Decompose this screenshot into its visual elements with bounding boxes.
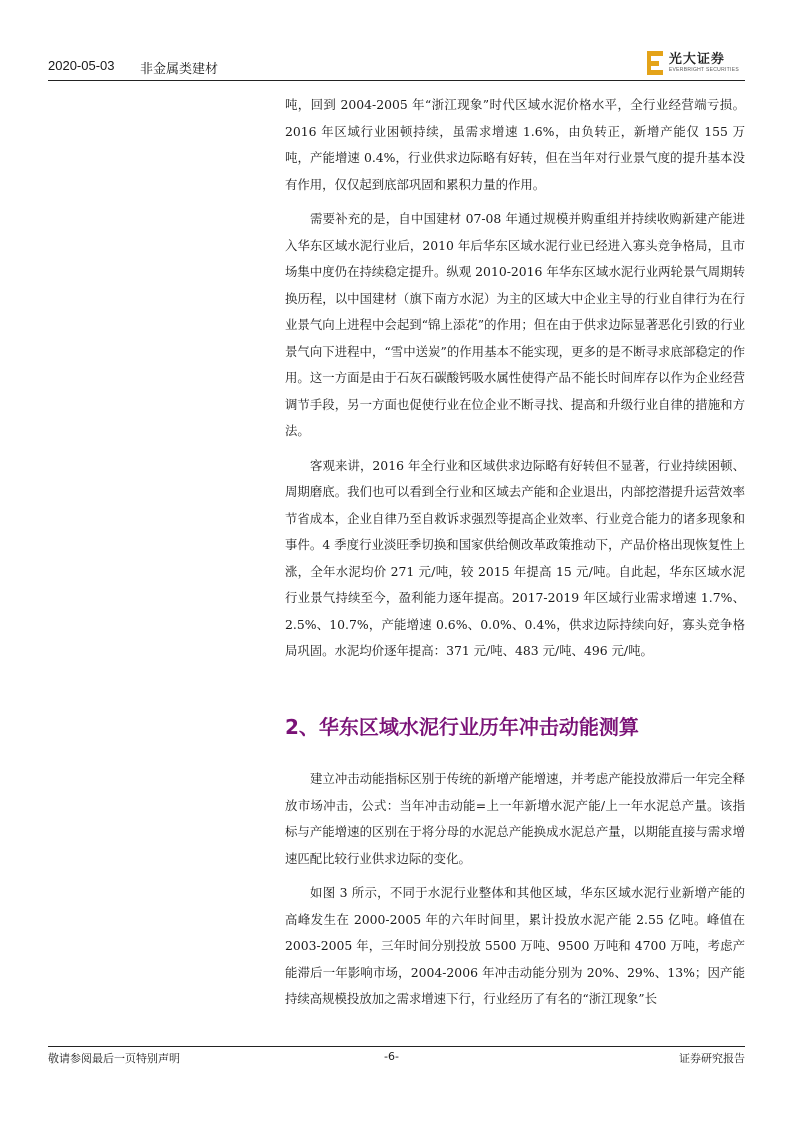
paragraph-figure-3: 如图 3 所示，不同于水泥行业整体和其他区域，华东区域水泥行业新增产能的高峰发生在 2000-2005 年的六年时间里，累计投放水泥产能 2.55 亿吨。峰值在2003-2005 年，三年时间分别投放 5500 万吨、9500 万吨和 4700 万吨，考虑产能滞后一年影响市场，2004-2006 年冲击动能分别为 20%、29%、13%；因产能持续高规模投放加之需求增速下行，行业经历了有名的“浙江现象”长 [285,885,745,1006]
header-divider [48,80,745,81]
paragraph-continued: 吨，回到 2004-2005 年“浙江现象”时代区域水泥价格水平，全行业经营端亏损。2016 年区域行业困顿持续，虽需求增速 1.6%，由负转正，新增产能仅 155 万吨，产能增速 0.4%，行业供求边际略有好转，但在当年对行业景气度的提升基本没有作用，仅仅起到底部巩固和累积力量的作用。 [285,97,745,192]
footer-disclaimer: 敬请参阅最后一页特别声明 [48,1052,180,1065]
logo-name-cn: 光大证券 [668,52,725,67]
logo-mark-icon [647,51,663,75]
page-number: -6- [384,1050,399,1063]
body-text-top [285,92,745,673]
section-heading: 2、华东区域水泥行业历年冲击动能测算 [285,715,639,739]
footer-doc-type: 证券研究报告 [679,1052,745,1065]
logo-name-en: EVERBRIGHT SECURITIES [668,67,739,73]
report-date: 2020-05-03 [48,58,115,73]
body-text-bottom [285,766,745,1021]
everbright-logo [647,48,739,78]
paragraph-supplement: 需要补充的是，自中国建材 07-08 年通过规模并购重组并持续收购新建产能进入华东区域水泥行业后，2010 年后华东区域水泥行业已经进入寡头竞争格局，且市场集中度仍在持续稳定提升。纵观 2010-2016 年华东区域水泥行业两轮景气周期转换历程，以中国建材（旗下南方水泥）为主的区域大中企业主导的行业自律行为在行业景气向上进程中会起到“锦上添花”的作用；但在由于供求边际显著恶化引致的行业景气向下进程中，“雪中送炭”的作用基本不能实现，更多的是不断寻求底部稳定的作用。这一方面是由于石灰石碳酸钙吸水属性使得产品不能长时间库存以作为企业经营调节手段，另一方面也促使行业在位企业不断寻找、提高和升级行业自律的措施和方法。 [285,211,745,438]
page-footer [48,1050,745,1068]
footer-divider [48,1046,745,1047]
paragraph-objective: 客观来讲，2016 年全行业和区域供求边际略有好转但不显著，行业持续困顿、周期磨底。我们也可以看到全行业和区域去产能和企业退出，内部挖潜提升运营效率节省成本，企业自律乃至自救诉求强烈等提高企业效率、行业竞合能力的诸多现象和事件。4 季度行业淡旺季切换和国家供给侧改革政策推动下，产品价格出现恢复性上涨，全年水泥均价 271 元/吨，较 2015 年提高 15 元/吨。自此起，华东区域水泥行业景气持续至今，盈利能力逐年提高。2017-2019 年区域行业需求增速 1.7%、2.5%、10.7%，产能增速 0.6%、0.0%、0.4%，供求边际持续向好，寡头竞争格局巩固。水泥均价逐年提高：371 元/吨、483 元/吨、496 元/吨。 [285,457,745,658]
report-sector: 非金属类建材 [140,61,219,76]
page-header [48,52,745,78]
paragraph-impact-definition: 建立冲击动能指标区别于传统的新增产能增速，并考虑产能投放滞后一年完全释放市场冲击，公式：当年冲击动能=上一年新增水泥产能/上一年水泥总产量。该指标与产能增速的区别在于将分母的水泥总产能换成水泥总产量，以期能直接与需求增速匹配比较行业供求边际的变化。 [285,771,745,866]
